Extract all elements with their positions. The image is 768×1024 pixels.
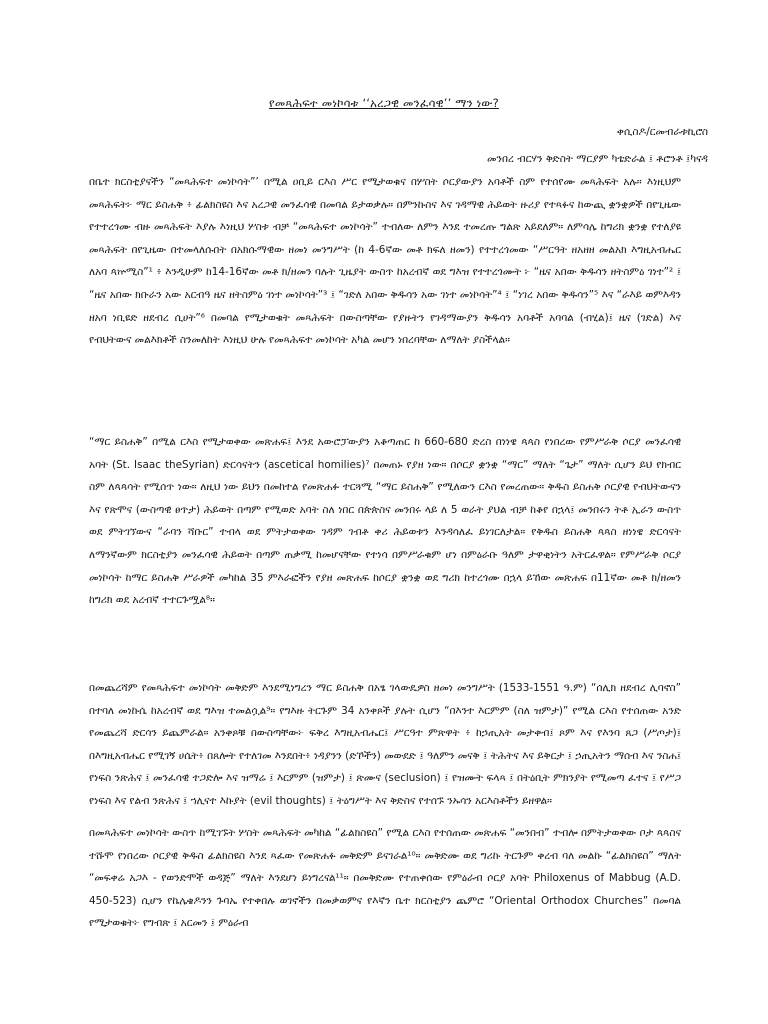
- paragraph-1: በቤተ ክርስቲያናችን “መጻሕፍተ መነኮሳት”’ በሚል ዐቢይ ርእስ ሥር የሚታወቁና በሦስት ሶርያውያን አባቶች ስም የተሰየሙ መጻሕፍት አሉ። እነዚህም መጻሕፍት፦ ማር ይስሐቅ ፥ ፊልክስዩስ እና አረጋዊ መንፈሳዊ በመባል ይታወቃሉ። በምንኩስና እና ገዳማዊ ሕይወት ዙሪያ የተጻፉና ከውጪ ቋንቋዎች በየጊዜው የተተረጎሙ ብዙ መጻሕፍት እያሉ እነዚህ ሦስቱ ብቻ “መጻሕፍተ መነኮሳት” ተብለው ለምን እንደ ተመረጡ ግልጽ አይደለም። ለምሳሌ ከግሪክ ቋንቋ የተለያዩ መጻሕፍት በየጊዜው በተመላለሱበት በአክሱማዊው ዘመነ መንግሥት (ከ 4-6ኛው መቶ ክፍለ ዘመን) የተተረጎመው “ሥርዓት ዘአዘዘ መልአክ እግዚአብሔር ለአባ ጳኵሚስ”¹ ፥ እንዲሁም ከ14-16ኛው መቶ ክ/ዘመን ባሉት ጊዜያት ውስጥ ከአረብኛ ወደ ግእዝ የተተረጎሙት ፦ “ዜና አበው ቅዱሳን ዘትስምዕ ገነተ”² ፤ “ዜና አበው ክቡራን አው አርብዓ ዜና ዘትስምዕ ገነተ መነኮሳት”³ ፤ “ገድለ አበው ቅዱሳን አው ገነተ መነኮሳት”⁴ ፤ “ነገረ አበው ቅዱሳን”⁵ እና “ራእይ ወምእዳን ዘአባ ነቢዩድ ዘደብረ ሲሀት”⁶ በመባል የሚታወቁት መጻሕፍት በውስጣቸው የያዙትን የገዳማውያን ቅዱሳን አባቶች አባባል (ብሂል)፤ ዜና (ገድል) እና የብህትውና መልእክቶች ስንመለከት እነዚህ ሁሉ የመጻሕፍተ መነኮሳት አካል መሆን ነበረባቸው ለማለት ያስችላል።: [89, 176, 681, 347]
- paragraph-3: በመጨረሻም የመጻሕፍተ መነኮሳት መቅድም እንደሚነግረን ማር ይስሐቅ በአፄ ገላውዴዎስ ዘመነ መንግሥት (1533-1551 ዓ.ም) “ሰሊክ ዘደብረ ሊባኖስ” በተባለ መነኩሴ ከአረብኛ ወደ ግእዝ ተመልሷል⁹። የግእዙ ትርጉም 34 አንቀጾች ያሉት ሲሆን “በእንተ እርምም (ስለ ዝምታ)” የሚል ርእስ የተሰጠው አንድ የመጨረሻ ድርሳን ይጨምራል። አንቀጾቹ በውስጣቸው፦ ፍቅረ እግዚአብሔር፤ ሥርዓተ ምጽዋት ፥ ከኃጢአት መታቀብ፤ ጾም እና የእንባ ጸጋ (ሥጦታ)፤ በእግዚአብሔር የሚገኝ ሀሴት፥ በጸሎት የተለገመ እንደበት፥ ነዳያንን (ድኾችን) መውደድ ፤ ዓለምን መናቅ ፤ ትሕትና እና ይቅርታ ፤ ኃጢአትን ማሰብ እና ንስሐ፤ የነፍስ ንጽሕና ፤ መንፈሳዊ ተጋድሎ እና ዝማሬ ፤ እርምም (ዝምታ) ፤ ጽሙና (seclusion) ፤ የዝሙት ፍላጻ ፤ በትዕቢት ምክንያት የሚመጣ ፈተና ፤ የሥጋ የነፍስ እና የልብ ንጽሕና ፤ ኀሊናተ እኩያት (evil thoughts) ፤ ትዕግሥት እና ቅድስና የተሰኙ ንኡሳን አርእስቶችን ይዘዋል።: [89, 682, 681, 807]
- paragraph-4: በመጻሕፍተ መነኮሳት ውስጥ ከሚገኙት ሦስት መጻሕፍት መካከል “ፊልክስዩስ” የሚል ርእስ የተሰጠው መጽሐፍ “መንበብ” ተብሎ በምትታወቀው ቦታ ጳጳስና ተሹሞ የነበረው ሶርያዊ ቅዱስ ፊልክስዩስ እንደ ጻፈው የመጽሐፉ መቅድም ይናገራል¹⁰። መቅድሙ ወደ ግሪኩ ትርጉም ቀረብ ባለ መልኩ “ፊልክስዩስ” ማለት “መፍቀሬ አጋእ - የወንድሞች ወዳጅ” ማለት እንደሆነ ይነግረናል¹¹። በመቅድሙ የተጠቀሰው የምዕራብ ሶርያ አባት Philoxenus of Mabbug (A.D. 450-523) ሲሆን የኬሌቄዶንን ጉባኤ የተቀበሉ ወገኖችን በመቃወምና የእኛን ቤተ ክርስቲያን ጨምሮ “Oriental Orthodox Churches” በመባል የሚታወቁት፦ የግብጽ ፤ አርመን ፤ ምዕራብ: [89, 827, 681, 930]
- document-title: የመጻሕፍተ መነኮሳቱ ‘‘አረጋዊ መንፈሳዊ’’ ማን ነው?: [269, 96, 499, 110]
- affiliation-line: መንበረ ብርሃን ቅድስት ማርያም ካቴድራል ፤ ቶሮንቶ ፤ካናዳ: [487, 153, 708, 165]
- paragraph-2: “ማር ይስሐቅ” በሚል ርእስ የሚታወቀው መጽሐፍ፤ እንደ አውሮፓውያን አቆጣጠር ከ 660-680 ድረስ በነነዌ ጳጳስ የነበረው የምሥራቅ ሶርያ መንፈሳዊ አባት (St. Isaac theSyrian) ድርሳናትን (ascetical homilies)⁷ በመጠኑ የያዘ ነው። በሶርያ ቋንቋ “ማር” ማለት “ጌታ” ማለት ሲሆን ይህ የክብር ስም ለጳጳሳት የሚሰጥ ነው። ለዚህ ነው ይህን በመከተል የመጽሐፉ ተርጓሚ “ማር ይስሐቅ” የሚለውን ርእስ የመረጠው። ቅዱስ ይስሐቅ ሶርያዊ የብህትውናን እና የጽሞና (ውስጣዊ ፀጥታ) ሕይወት በጣም የሚወድ አባት ስለ ነበር በጵጵስና መንበሩ ላይ ለ 5 ወራት ያህል ብቻ ከቆየ በኋላ፤ መንበሩን ትቶ ኢራን ውስጥ ወደ ምትገኘውና “ራባን ሻቡር” ተብላ ወደ ምትታወቀው ገዳም ገብቶ ቀሪ ሕይወቱን እንዳሳለፈ ይነገርለታል። የቅዱስ ይስሐቅ ጳጳስ ዘነነዌ ድርሳናት ለማንኛውም ክርስቲያን መንፈሳዊ ሕይወት በጣም ጠቃሚ ከመሆናቸው የተነሳ በምሥራቁም ሆነ በምዕራቡ ዓለም ታዋቂነትን አትርፈዋል። የምሥራቅ ሶርያ መነኮሳት ከማር ይስሐቅ ሥራዎች መካከል 35 ምእራፎችን የያዘ መጽሐፍ ከሶርያ ቋንቋ ወደ ግሪክ ከተረጎሙ በኋላ ይኸው መጽሐፍ በ11ኛው መቶ ክ/ዘመን ከግሪክ ወደ አረብኛ ተተርጉሟል⁸።: [89, 436, 681, 607]
- author-line: ቀሲስዶ/ርመብራቱኪሮስ: [616, 126, 708, 138]
